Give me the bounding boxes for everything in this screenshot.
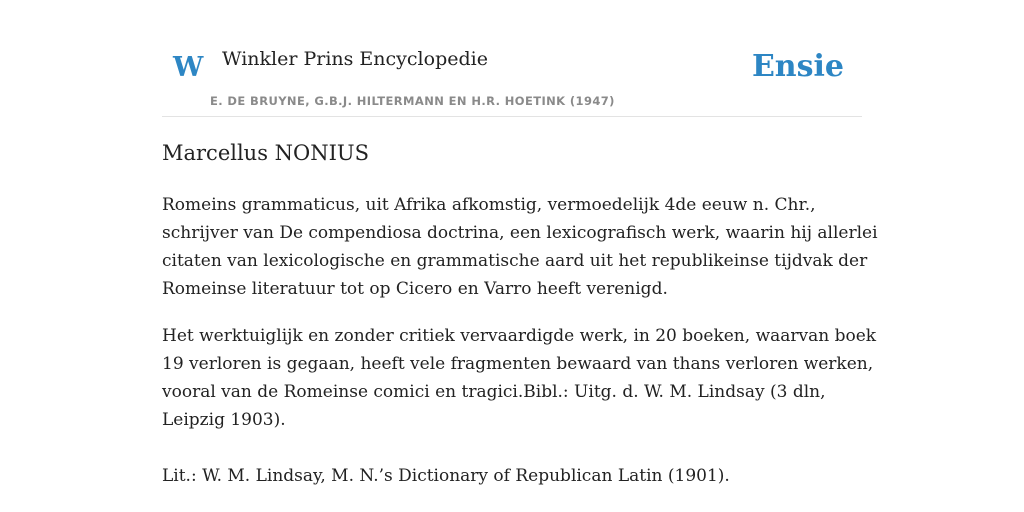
paragraph-line: schrijver van De compendiosa doctrina, een lexicografisch werk, waarin hij allerlei (162, 223, 878, 244)
article-title: Marcellus NONIUS (162, 141, 370, 165)
article-literature (162, 462, 862, 490)
encyclopedia-header (162, 40, 862, 117)
paragraph-line: Romeins grammaticus, uit Afrika afkomstig, vermoedelijk 4de eeuw n. Chr., (162, 195, 816, 216)
paragraph-line: vooral van de Romeinse comici en tragici.Bibl.: Uitg. d. W. M. Lindsay (3 dln, (162, 382, 826, 403)
paragraph-line: citaten van lexicologische en grammatische aard uit het republikeinse tijdvak der (162, 251, 868, 272)
paragraph-line: Het werktuiglijk en zonder critiek vervaardigde werk, in 20 boeken, waarvan boek (162, 326, 877, 347)
paragraph-line: Romeinse literatuur tot op Cicero en Varro heeft verenigd. (162, 279, 668, 300)
winkler-prins-logo-icon[interactable]: W (173, 52, 204, 83)
paragraph-line: Leipzig 1903). (162, 410, 286, 431)
article (162, 140, 878, 509)
ensie-brand-logo[interactable]: Ensie (751, 49, 844, 84)
paragraph-line: Lit.: W. M. Lindsay, M. N.’s Dictionary of Republican Latin (1901). (162, 466, 730, 487)
paragraph-line: 19 verloren is gegaan, heeft vele fragmenten bewaard van thans verloren werken, (162, 354, 874, 375)
article-paragraph (162, 191, 878, 303)
publication-authors: E. DE BRUYNE, G.B.J. HILTERMANN EN H.R. HOETINK (1947) (210, 94, 615, 108)
publication-title[interactable]: Winkler Prins Encyclopedie (222, 48, 488, 70)
article-paragraph (162, 322, 877, 434)
